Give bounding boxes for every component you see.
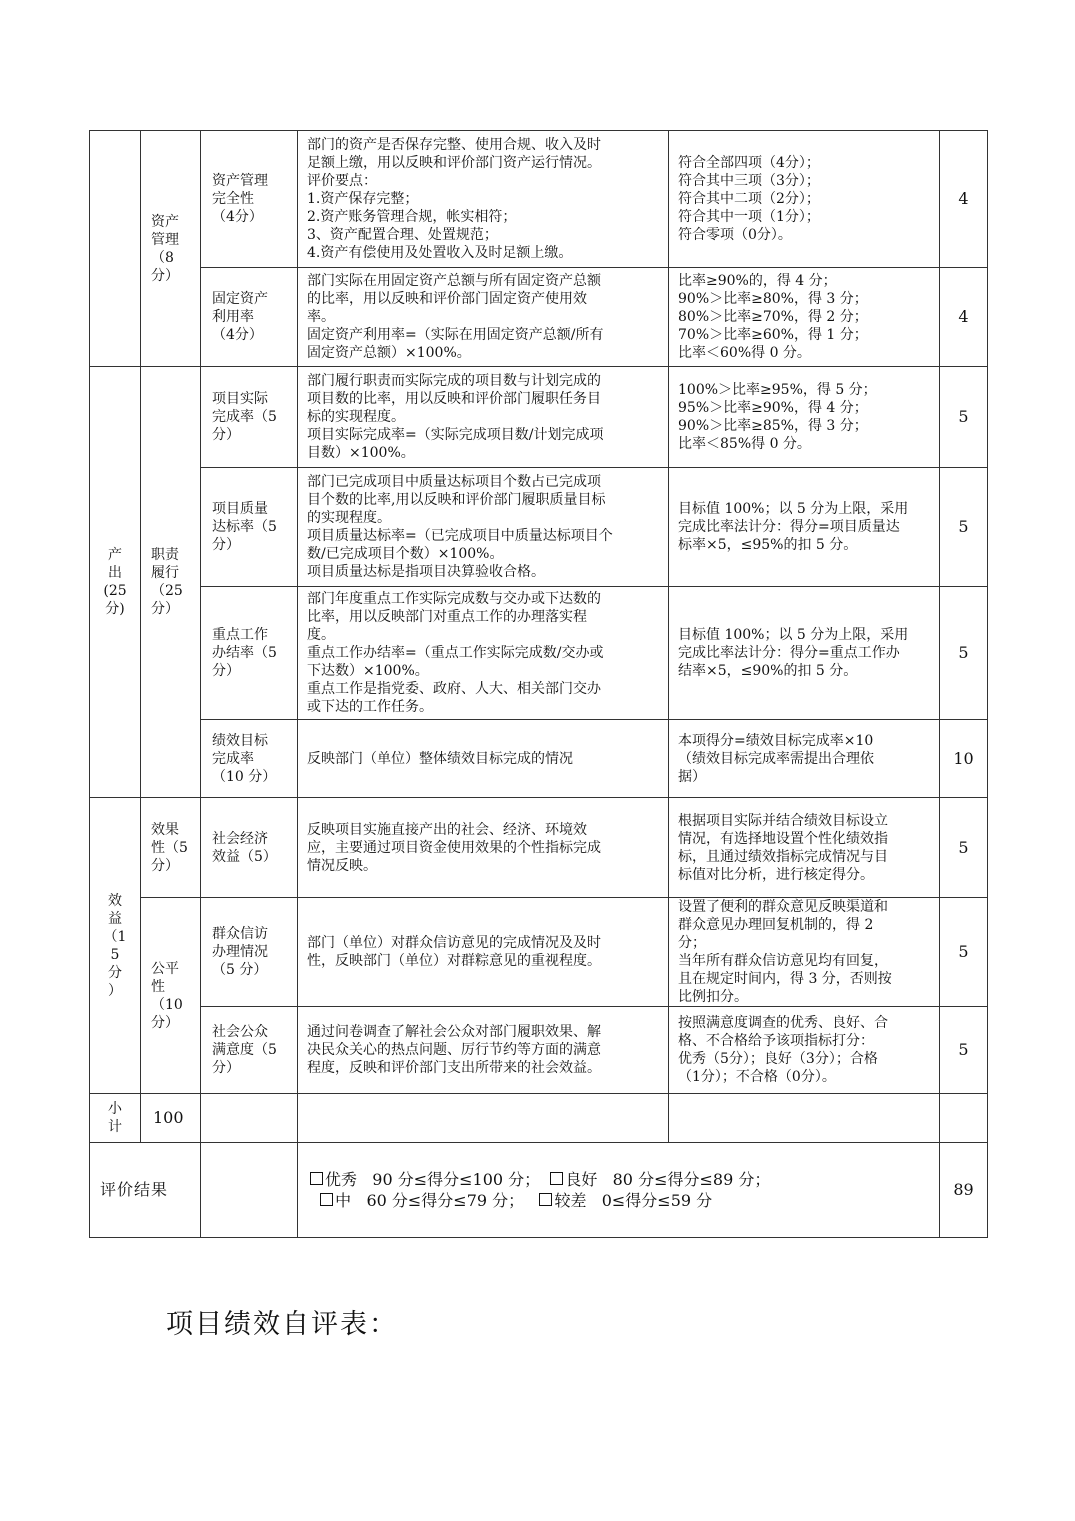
- indicator-cell: 绩效目标 完成率 （10 分）: [201, 720, 298, 798]
- score-cell: 5: [940, 798, 988, 898]
- evaluation-options: [298, 1143, 940, 1238]
- table-row: [90, 367, 988, 468]
- criteria-cell: 按照满意度调查的优秀、良好、合 格、不合格给予该项指标打分： 优秀（5分）；良好（3分）；合格 （1分）；不合格（0分）。: [669, 1007, 940, 1094]
- indicator-cell: 重点工作 办结率（5 分）: [201, 587, 298, 720]
- score-cell: 4: [940, 268, 988, 367]
- table-row: [90, 468, 988, 587]
- category-cell: 产 出 (25 分): [90, 367, 141, 798]
- subtotal-row: [90, 1094, 988, 1143]
- criteria-cell: 目标值 100%；以 5 分为上限，采用 完成比率法计分：得分=项目质量达 标率×5，≤95%的扣 5 分。: [669, 468, 940, 587]
- checkbox-good[interactable]: [550, 1172, 563, 1185]
- score-cell: 5: [940, 587, 988, 720]
- option-excellent-range: 90 分≤得分≤100 分；: [372, 1170, 541, 1189]
- description-cell: 部门履行职责而实际完成的项目数与计划完成的 项目数的比率，用以反映和评价部门履职任务目 标的实现程度。 项目实际完成率=（实际完成项目数/计划完成项 目数）×100%。: [298, 367, 669, 468]
- table-row: [90, 587, 988, 720]
- indicator-cell: 社会经济 效益（5）: [201, 798, 298, 898]
- description-cell: 部门已完成项目中质量达标项目个数占已完成项 目个数的比率,用以反映和评价部门履职质量目标 的实现程度。 项目质量达标率=（已完成项目中质量达标项目个 数/已完成项目个数）×100%。 项目质量达标是指项目决算验收合格。: [298, 468, 669, 587]
- table-row: [90, 268, 988, 367]
- criteria-cell: 根据项目实际并结合绩效目标设立 情况，有选择地设置个性化绩效指 标，且通过绩效指标完成情况与目 标值对比分析，进行核定得分。: [669, 798, 940, 898]
- checkbox-medium[interactable]: [320, 1193, 333, 1206]
- table-row: [90, 1007, 988, 1094]
- description-cell: 反映项目实施直接产出的社会、经济、环境效 应，主要通过项目资金使用效果的个性指标完成 情况反映。: [298, 798, 669, 898]
- description-cell: 通过问卷调查了解社会公众对部门履职效果、解 决民众关心的热点问题、厉行节约等方面的满意 程度，反映和评价部门支出所带来的社会效益。: [298, 1007, 669, 1094]
- table-row: [90, 720, 988, 798]
- table-row: [90, 798, 988, 898]
- table-row: [90, 898, 988, 1007]
- criteria-cell: 100%＞比率≥95%，得 5 分； 95%＞比率≥90%，得 4 分； 90%＞比率≥85%，得 3 分； 比率＜85%得 0 分。: [669, 367, 940, 468]
- category-cell: 效 益 （1 5 分 ）: [90, 798, 141, 1094]
- evaluation-label: 评价结果: [90, 1143, 201, 1238]
- score-cell: 4: [940, 131, 988, 268]
- indicator-cell: 项目实际 完成率（5 分）: [201, 367, 298, 468]
- subcategory-cell: 公平 性 （10 分）: [141, 898, 201, 1094]
- checkbox-poor[interactable]: [539, 1193, 552, 1206]
- subcategory-cell: 职责 履行 （25 分）: [141, 367, 201, 798]
- section-heading: 项目绩效自评表：: [166, 1309, 398, 1340]
- score-cell: 5: [940, 468, 988, 587]
- subcategory-cell: 效果 性（5 分）: [141, 798, 201, 898]
- description-cell: 部门实际在用固定资产总额与所有固定资产总额 的比率，用以反映和评价部门固定资产使用效 率。 固定资产利用率=（实际在用固定资产总额/所有 固定资产总额）×100%。: [298, 268, 669, 367]
- description-cell: 反映部门（单位）整体绩效目标完成的情况: [298, 720, 669, 798]
- category-cell: [90, 131, 141, 367]
- subtotal-label: 小 计: [90, 1094, 141, 1143]
- option-excellent-name: 优秀: [325, 1170, 358, 1189]
- description-cell: 部门的资产是否保存完整、使用合规、收入及时 足额上缴，用以反映和评价部门资产运行情况。 评价要点： 1.资产保存完整； 2.资产账务管理合规，帐实相符； 3、资产配置合理、处置规范； 4.资产有偿使用及处置收入及时足额上缴。: [298, 131, 669, 268]
- score-cell: 5: [940, 367, 988, 468]
- description-cell: 部门（单位）对群众信访意见的完成情况及及时 性，反映部门（单位）对群粽意见的重视程度。: [298, 898, 669, 1007]
- evaluation-row: [90, 1143, 988, 1238]
- subcategory-cell: 资产 管理 （8 分）: [141, 131, 201, 367]
- option-poor-name: 较差: [554, 1191, 587, 1210]
- option-poor-range: 0≤得分≤59 分: [601, 1191, 713, 1210]
- criteria-cell: 符合全部四项（4分）； 符合其中三项（3分）； 符合其中二项（2分）； 符合其中一项（1分）； 符合零项（0分）。: [669, 131, 940, 268]
- score-cell: 5: [940, 1007, 988, 1094]
- option-medium-name: 中: [335, 1191, 352, 1210]
- option-medium-range: 60 分≤得分≤79 分；: [366, 1191, 525, 1210]
- indicator-cell: 固定资产 利用率 （4分）: [201, 268, 298, 367]
- indicator-cell: 资产管理 完全性 （4分）: [201, 131, 298, 268]
- criteria-cell: 目标值 100%；以 5 分为上限，采用 完成比率法计分：得分=重点工作办 结率×5，≤90%的扣 5 分。: [669, 587, 940, 720]
- criteria-cell: 设置了便利的群众意见反映渠道和 群众意见办理回复机制的，得 2 分； 当年所有群众信访意见均有回复， 且在规定时间内，得 3 分，否则按 比例扣分。: [669, 898, 940, 1007]
- score-cell: 5: [940, 898, 988, 1007]
- performance-evaluation-table: [89, 130, 988, 1238]
- checkbox-excellent[interactable]: [310, 1172, 323, 1185]
- criteria-cell: 本项得分=绩效目标完成率×10 （绩效目标完成率需提出合理依 据）: [669, 720, 940, 798]
- indicator-cell: 项目质量 达标率（5 分）: [201, 468, 298, 587]
- table-row: [90, 131, 988, 268]
- description-cell: 部门年度重点工作实际完成数与交办或下达数的 比率，用以反映部门对重点工作的办理落实程 度。 重点工作办结率=（重点工作实际完成数/交办或 下达数）×100%。 重点工作是指党委、政府、人大、相关部门交办 或下达的工作任务。: [298, 587, 669, 720]
- subtotal-value: 100: [141, 1094, 201, 1143]
- criteria-cell: 比率≥90%的，得 4 分； 90%＞比率≥80%，得 3 分； 80%＞比率≥70%，得 2 分； 70%＞比率≥60%，得 1 分； 比率＜60%得 0 分。: [669, 268, 940, 367]
- score-cell: 10: [940, 720, 988, 798]
- indicator-cell: 社会公众 满意度（5 分）: [201, 1007, 298, 1094]
- option-good-name: 良好: [565, 1170, 598, 1189]
- option-good-range: 80 分≤得分≤89 分；: [612, 1170, 771, 1189]
- evaluation-score: 89: [940, 1143, 988, 1238]
- indicator-cell: 群众信访 办理情况 （5 分）: [201, 898, 298, 1007]
